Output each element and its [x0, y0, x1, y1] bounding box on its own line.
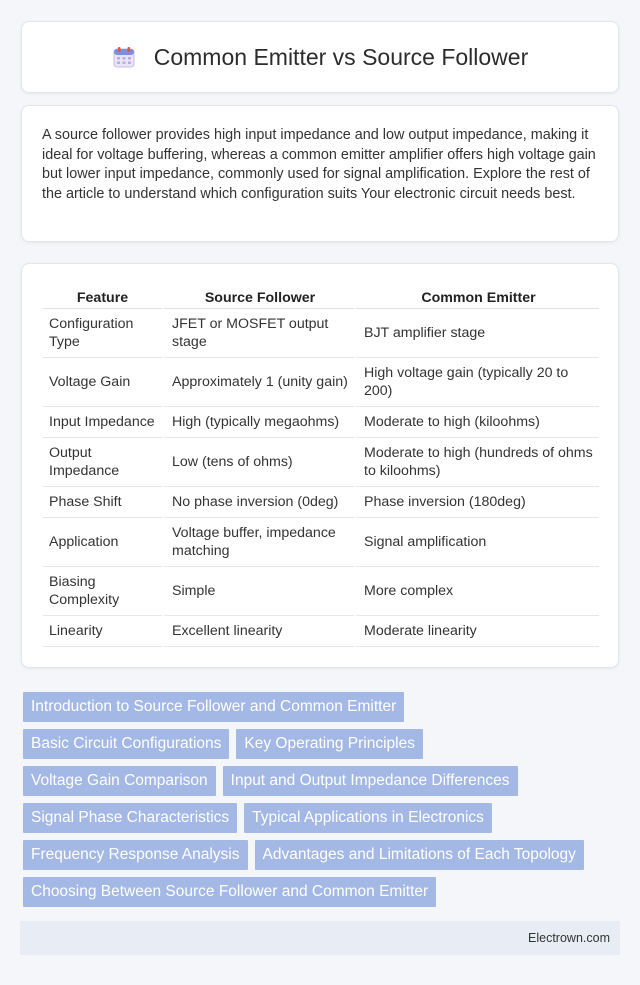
table-cell: Phase Shift [43, 487, 162, 518]
table-cell: Biasing Complexity [43, 567, 162, 616]
table-cell: Excellent linearity [162, 616, 354, 647]
table-cell: High voltage gain (typically 20 to 200) [354, 358, 599, 407]
tag-typical-applications[interactable]: Typical Applications in Electronics [244, 803, 492, 833]
table-cell: More complex [354, 567, 599, 616]
table-cell: Output Impedance [43, 438, 162, 487]
comparison-table-card [21, 263, 619, 668]
table-cell: Approximately 1 (unity gain) [162, 358, 354, 407]
tag-row [23, 729, 623, 759]
topic-tags [23, 692, 623, 914]
table-row [43, 518, 599, 567]
table-header-row [43, 286, 599, 309]
intro-card [21, 105, 619, 242]
table-cell: Application [43, 518, 162, 567]
header-source-follower: Source Follower [162, 286, 354, 309]
table-cell: Configuration Type [43, 309, 162, 358]
footer-site-name[interactable]: Electrown.com [528, 931, 610, 945]
table-row [43, 616, 599, 647]
tag-voltage-gain-comparison[interactable]: Voltage Gain Comparison [23, 766, 216, 796]
table-cell: No phase inversion (0deg) [162, 487, 354, 518]
table-cell: Voltage buffer, impedance matching [162, 518, 354, 567]
table-row [43, 438, 599, 487]
table-cell: Phase inversion (180deg) [354, 487, 599, 518]
table-cell: High (typically megaohms) [162, 407, 354, 438]
table-row [43, 358, 599, 407]
title-card [21, 21, 619, 93]
page-title: Common Emitter vs Source Follower [153, 43, 529, 70]
table-row [43, 309, 599, 358]
table-row [43, 567, 599, 616]
table-cell: Moderate to high (kiloohms) [354, 407, 599, 438]
tag-frequency-response[interactable]: Frequency Response Analysis [23, 840, 248, 870]
table-row [43, 407, 599, 438]
intro-text: A source follower provides high input impedance and low output impedance, making it ideal for voltage buffering, whereas a common emitter amplifier offers high voltage gain but lower input impedance, commonly used for signal amplification. Explore the rest of the article to understand which configuration suits Your electronic circuit needs best. [42, 127, 596, 202]
comparison-table [43, 286, 599, 647]
header-common-emitter: Common Emitter [354, 286, 599, 309]
table-cell: Linearity [43, 616, 162, 647]
tag-basic-circuit-configurations[interactable]: Basic Circuit Configurations [23, 729, 229, 759]
table-cell: Simple [162, 567, 354, 616]
tag-row [23, 766, 623, 796]
calendar-icon [112, 45, 136, 69]
table-cell: Input Impedance [43, 407, 162, 438]
tag-key-operating-principles[interactable]: Key Operating Principles [236, 729, 423, 759]
tag-signal-phase[interactable]: Signal Phase Characteristics [23, 803, 237, 833]
table-cell: BJT amplifier stage [354, 309, 599, 358]
table-cell: Moderate to high (hundreds of ohms to kiloohms) [354, 438, 599, 487]
table-cell: JFET or MOSFET output stage [162, 309, 354, 358]
tag-row [23, 692, 623, 722]
tag-advantages-limitations[interactable]: Advantages and Limitations of Each Topology [255, 840, 584, 870]
footer [20, 921, 620, 955]
table-row [43, 487, 599, 518]
tag-row [23, 840, 623, 870]
table-cell: Signal amplification [354, 518, 599, 567]
tag-row [23, 877, 623, 907]
header-feature: Feature [43, 286, 162, 309]
tag-choosing-between[interactable]: Choosing Between Source Follower and Common Emitter [23, 877, 436, 907]
tag-row [23, 803, 623, 833]
tag-introduction[interactable]: Introduction to Source Follower and Common Emitter [23, 692, 404, 722]
table-cell: Moderate linearity [354, 616, 599, 647]
tag-impedance-differences[interactable]: Input and Output Impedance Differences [223, 766, 518, 796]
table-cell: Voltage Gain [43, 358, 162, 407]
table-cell: Low (tens of ohms) [162, 438, 354, 487]
